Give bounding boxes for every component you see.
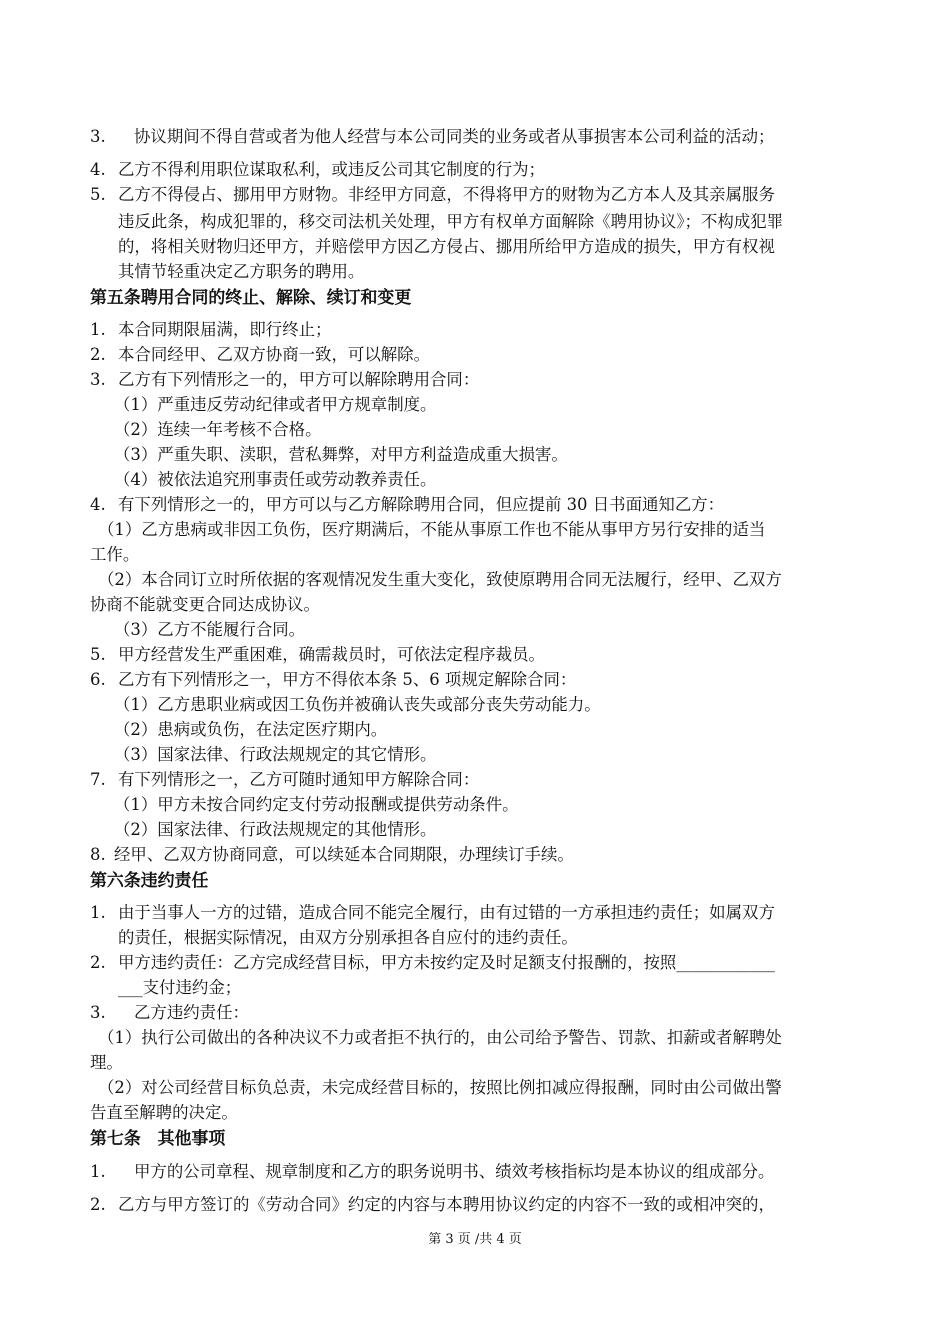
sub-item: （1）甲方未按合同约定支付劳动报酬或提供劳动条件。 — [114, 795, 519, 814]
clause-6-item-3: 3. 乙方违约责任： — [90, 1003, 249, 1022]
sub-item: （2）国家法律、行政法规规定的其他情形。 — [114, 820, 437, 839]
sub-item: （2）本合同订立时所依据的客观情况发生重大变化，致使原聘用合同无法履行，经甲、乙双方 — [98, 570, 782, 589]
sub-item: （2）连续一年考核不合格。 — [114, 420, 322, 439]
sub-item: （2）对公司经营目标负总责，未完成经营目标的，按照比例扣减应得报酬，同时由公司做出警 — [98, 1078, 782, 1097]
page-footer: 第 3 页 /共 4 页 — [428, 1232, 522, 1247]
text-line: 协商不能就变更合同达成协议。 — [90, 595, 320, 614]
clause-7-item-2: 2. 乙方与甲方签订的《劳动合同》约定的内容与本聘用协议约定的内容不一致的或相冲突的， — [90, 1195, 775, 1214]
clause-5-item-1: 1. 本合同期限届满，即行终止； — [90, 320, 332, 339]
clause-6-item-1: 1. 由于当事人一方的过错，造成合同不能完全履行，由有过错的一方承担违约责任；如属双方 — [90, 903, 775, 922]
text-line: 告直至解聘的决定。 — [90, 1103, 238, 1122]
clause-5-item-2: 2. 本合同经甲、乙双方协商一致，可以解除。 — [90, 345, 431, 364]
clause-4-item-5: 5. 乙方不得侵占、挪用甲方财物。非经甲方同意，不得将甲方的财物为乙方本人及其亲属服务 — [90, 185, 775, 204]
clause-5-item-6: 6. 乙方有下列情形之一，甲方不得依本条 5、6 项规定解除合同： — [90, 670, 577, 689]
clause-5-item-4: 4. 有下列情形之一的，甲方可以与乙方解除聘用合同，但应提前 30 日书面通知乙方： — [90, 495, 725, 514]
sub-item: （4）被依法追究刑事责任或劳动教养责任。 — [114, 470, 437, 489]
text-line: 的责任，根据实际情况，由双方分别承担各自应付的违约责任。 — [118, 928, 578, 947]
clause-4-item-3: 3. 协议期间不得自营或者为他人经营与本公司同类的业务或者从事损害本公司利益的活动； — [90, 127, 775, 146]
clause-5-item-7: 7. 有下列情形之一，乙方可随时通知甲方解除合同： — [90, 770, 480, 789]
sub-item: （3）国家法律、行政法规规定的其它情形。 — [114, 745, 437, 764]
clause-5-item-8: 8. 经甲、乙双方协商同意，可以续延本合同期限，办理续订手续。 — [90, 845, 574, 864]
text-line: 理。 — [90, 1053, 123, 1072]
sub-item: （1）执行公司做出的各种决议不力或者拒不执行的，由公司给予警告、罚款、扣薪或者解聘处 — [98, 1028, 782, 1047]
text-line: 其情节轻重决定乙方职务的聘用。 — [118, 262, 365, 281]
sub-item: （1）严重违反劳动纪律或者甲方规章制度。 — [114, 395, 437, 414]
clause-5-heading: 第五条聘用合同的终止、解除、续订和变更 — [90, 287, 412, 307]
sub-item: （2）患病或负伤，在法定医疗期内。 — [114, 720, 388, 739]
clause-4-item-4: 4. 乙方不得利用职位谋取私利，或违反公司其它制度的行为； — [90, 160, 545, 179]
clause-5-item-5: 5. 甲方经营发生严重困难，确需裁员时，可依法定程序裁员。 — [90, 645, 545, 664]
text-line: 的，将相关财物归还甲方，并赔偿甲方因乙方侵占、挪用所给甲方造成的损失，甲方有权视 — [118, 237, 775, 256]
clause-6-heading: 第六条违约责任 — [90, 870, 209, 890]
sub-item: （3）乙方不能履行合同。 — [114, 620, 306, 639]
sub-item: （3）严重失职、渎职，营私舞弊，对甲方利益造成重大损害。 — [114, 445, 568, 464]
clause-7-item-1: 1. 甲方的公司章程、规章制度和乙方的职务说明书、绩效考核指标均是本协议的组成部分。 — [90, 1162, 775, 1181]
clause-6-item-2: 2. 甲方违约责任：乙方完成经营目标，甲方未按约定及时足额支付报酬的，按照____________ — [90, 953, 775, 972]
clause-5-item-3: 3. 乙方有下列情形之一的，甲方可以解除聘用合同： — [90, 370, 480, 389]
text-line: 工作。 — [90, 545, 140, 564]
sub-item: （1）乙方患职业病或因工负伤并被确认丧失或部分丧失劳动能力。 — [114, 695, 601, 714]
text-line: 违反此条，构成犯罪的，移交司法机关处理，甲方有权单方面解除《聘用协议》；不构成犯罪 — [118, 212, 784, 231]
text-line: ___支付违约金； — [118, 978, 242, 997]
sub-item: （1）乙方患病或非因工负伤，医疗期满后，不能从事原工作也不能从事甲方另行安排的适当 — [98, 520, 766, 539]
clause-7-heading: 第七条 其他事项 — [90, 1128, 226, 1148]
